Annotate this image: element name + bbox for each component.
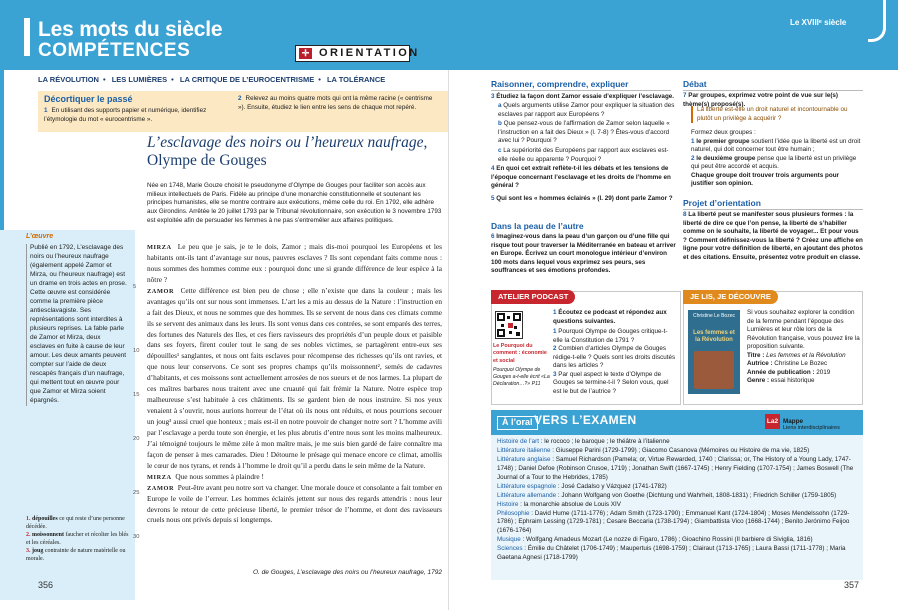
projet-heading: Projet d’orientation: [683, 198, 761, 208]
theme-list: LA RÉVOLUTION • LES LUMIÈRES • LA CRITIQUE DE L’EUROCENTRISME • LA TOLÉRANCE: [38, 75, 386, 84]
qr-code-icon[interactable]: [495, 311, 523, 339]
page-number-right: 357: [844, 580, 860, 590]
orientation-label: ORIENTATION: [319, 47, 420, 59]
question-3a: a Quels arguments utilise Zamor pour expliquer la situation des esclaves par rapport aux Européens ?: [498, 102, 675, 118]
question-5: 5 Qui sont les « hommes éclairés » (l. 29) dont parle Zamor ?: [491, 195, 673, 202]
play-line: MIRZA Que nous sommes à plaindre !: [147, 471, 264, 481]
question-7: 7 Par groupes, exprimez votre point de vue sur le(s) thème(s) proposé(s).: [683, 92, 839, 108]
theme-item: LA RÉVOLUTION: [38, 75, 99, 84]
question-3b: b Que pensez-vous de l’affirmation de Zamor selon laquelle « l’instruction en a fait des Dieux » (l. 7-8) ? Êtes-vous d’accord avec lui ? Pourquoi ?: [498, 120, 670, 144]
footnote: 3. joug contrainte de nature matérielle ou morale.: [26, 548, 126, 563]
oral-tag: À l’oral: [497, 416, 538, 430]
peau-heading: Dans la peau de l’autre: [491, 221, 584, 231]
podcast-caption-text: Pourquoi Olympe de Gouges a-t-elle écrit «La Déclaration…?» P11: [493, 367, 550, 388]
reading-tag: JE LIS, JE DÉCOUVRE: [683, 290, 778, 304]
oeuvre-tag: L’œuvre: [26, 233, 54, 240]
debat-groups: Formez deux groupes : 1 le premier groupe soutient l’idée que la liberté est un droit naturel, qui doit concerner tout être humain ; 2 le deuxième groupe pense que la liberté est un privilège qui peut être accordé et acquis. Chaque groupe doit trouver trois arguments pour justifier son opinion.: [691, 129, 861, 187]
page-gutter: [448, 70, 449, 610]
book-illustration: [694, 351, 734, 389]
footnote: 2. moissonnent faucher et récolter les blés et les céréales.: [26, 532, 129, 547]
page-number-left: 356: [38, 580, 54, 590]
list-item: Histoire de l’art : le rococo ; le baroque ; le théâtre à l’italienne: [497, 438, 670, 445]
oral-list: [497, 438, 859, 563]
source-citation: O. de Gouges, L’esclavage des noirs ou l’heureux naufrage, 1792: [253, 569, 442, 576]
reading-details: Si vous souhaitez explorer la condition de la femme pendant l’époque des Lumières et leur rôle lors de la Révolution française, vous pouvez lire la proposition suivante. Titre : Les femmes et la Révolution Autrice : Christine Le Bozec Année de publication : 2019 Genre : essai historique: [747, 309, 860, 384]
line-number: 15: [133, 392, 140, 398]
question-2: 2 Relevez au moins quatre mots qui ont la même racine (« centrisme »). Ensuite, étudiez le lien entre les sens de chaque mot repéré.: [238, 95, 433, 111]
decortiquer-box: [38, 91, 448, 132]
article-intro: Née en 1748, Marie Gouze choisit le pseudonyme d’Olympe de Gouges pour faciliter son accès aux milieux intellectuels de Paris. Fidèle au principe d’une monarchie constitutionnelle et soutenant les principes humanistes, elle se montre contraire aux exécutions, même celle du roi. En 1792, elle adhère aux Girondins. Arrêtée le 20 juillet 1793 par le Tribunal révolutionnaire, son exécution le 3 novembre 1793 est exploitée afin de persuader les femmes à ne pas s’entremêler aux affaires politiques.: [147, 182, 442, 224]
header-curl-decoration: [868, 0, 886, 42]
page-title: Les mots du siècle: [38, 18, 223, 41]
mappe-icon: La2: [765, 414, 780, 429]
question-6: 6 Imaginez-vous dans la peau d’un garçon ou d’une fille qui risque tout pour traverser la Méditerranée en bateau et arriver en Europe. Écrivez un court monologue intérieur d’environ 100 mots dans lequel vous exprimez ses peurs, ses souffrances et ses émotions profondes.: [491, 233, 676, 274]
line-number: 25: [133, 490, 140, 496]
list-item: Littérature allemande : Johann Wolfgang von Goethe (Dichtung und Wahrheit, 1808-1831) ; Friedrich Schiller (1759-1805): [497, 491, 837, 499]
list-item: Philosophie : David Hume (1711-1776) ; Adam Smith (1723-1790) ; Emmanuel Kant (1724-1804) ; Moses Mendelssohn (1729-1786) ; Ephraim Lessing (1729-1781) ; Cesare Beccaria (1738-1794) ; Giambattista Vico (1668-1744) ; Benito Jerónimo Feijoo (1676-1764): [497, 509, 850, 535]
podcast-questions: 1 Écoutez ce podcast et répondez aux questions suivantes. 1 Pourquoi Olympe de Gouges critique-t-elle la Constitution de 1791 ? 2 Combien d’articles Olympe de Gouges rédige-t-elle ? Quels sont les droits discutés dans les articles ? 3 Par quel aspect le texte d’Olympe de Gouges se termine-t-il ? Selon vous, quel est le but de l’autrice ?: [553, 309, 676, 395]
question-4: 4 En quoi cet extrait reflète-t-il les débats et les tensions de l’époque concernant l’esclavage et les droits de l’homme en général ?: [491, 165, 671, 189]
header-accent-bar: [24, 18, 30, 56]
theme-item: LA TOLÉRANCE: [326, 75, 386, 84]
book-cover: [688, 310, 740, 394]
play-line: MIRZA Le peu que je sais, je te le dois, Zamor ; mais dis-moi pourquoi les Européens et les habitants ont-ils tant d’avantage sur nous, pauvres esclaves ? Ils sont cependant faits comme nous : nous sommes des hommes comme eux : pourquoi donc une si grande différence de leur espèce à la nôtre ?: [147, 242, 442, 284]
raisonner-heading: Raisonner, comprendre, expliquer: [491, 79, 629, 89]
line-number: 5: [133, 284, 137, 290]
debat-quote: La liberté est-elle un droit naturel et incontournable ou plutôt un privilège à acquérir ?: [691, 106, 861, 123]
divider: [683, 90, 863, 91]
list-item: Littérature italienne : Giuseppe Parini (1729-1799) ; Giacomo Casanova (Mémoires ou Histoire de ma vie, 1825): [497, 446, 810, 454]
book-title: Les femmes et la Révolution: [693, 329, 735, 344]
footnote: 1. dépouilles ce qui reste d’une personne décédée.: [26, 516, 125, 531]
compass-icon: ✛: [299, 48, 312, 59]
question-3: 3 Étudiez la façon dont Zamor essaie d’expliquer l’esclavage.: [491, 93, 675, 100]
book-author: Christine Le Bozec: [693, 313, 735, 319]
divider: [683, 209, 863, 210]
theme-item: LES LUMIÈRES: [111, 75, 168, 84]
list-item: Sciences : Émilie du Châtelet (1706-1749) ; Maupertuis (1698-1759) ; Clairaut (1713-1765) ; Laura Bassi (1711-1778) ; Maria Gaetana Agnesi (1718-1799): [497, 545, 846, 562]
divider: [491, 90, 671, 91]
oeuvre-text: Publié en 1792, L’esclavage des noirs ou l’heureux naufrage (également appelé Zamor et Mirza, ou l’heureux naufrage) est un drame en trois actes en prose. Cette œuvre est considérée comme la première pièce antiesclavagiste. Ses représentations sont interdites à plusieurs reprises. La fable parle de Zamor et Mirza, deux esclaves en fuite à cause de leur amour. Les deux amants peuvent compter sur l’aide de deux rescapés français d’un naufrage, qui mettent tout en œuvre pour que Zamor et Mirza soient épargnés.: [26, 244, 127, 405]
article-title: L’esclavage des noirs ou l’heureux naufrage, Olympe de Gouges: [147, 134, 428, 169]
decortiquer-heading: Décortiquer le passé: [44, 94, 133, 104]
oral-title: VERS L’EXAMEN: [534, 413, 637, 427]
podcast-caption-title: Le Pourquoi du comment : économie et social: [493, 343, 547, 364]
podcast-tag: ATELIER PODCAST: [491, 290, 575, 304]
play-line: ZAMOR Peut-être avant peu notre sort va changer. Une morale douce et consolante a fait tomber en Europe le voile de l’erreur. Les hommes éclairés jettent sur nous des regards attendris : nous leur devrons le retour de cette précieuse liberté, le premier trésor de l’homme, et dont des ravisseurs cruels nous ont privés depuis si longtemps.: [147, 482, 442, 525]
list-item: Littérature espagnole : José Cadalso y Vázquez (1741-1782): [497, 482, 667, 490]
mappe-link[interactable]: La2 Mappe Liens interdisciplinaires: [765, 414, 840, 432]
page-subtitle: COMPÉTENCES: [38, 40, 191, 61]
oeuvre-box: [26, 232, 127, 406]
century-label: Le XVIIIᵉ siècle: [790, 18, 847, 27]
list-item: Histoire : la monarchie absolue de Louis XIV: [497, 500, 621, 508]
question-8: 8 La liberté peut se manifester sous plusieurs formes : la liberté de dire ce que l’on pense, la liberté de s’habiller comme on le souhaite, la liberté de voyager... Et pour vous ? Comment définissez-vous la liberté ? Créez une affiche en ligne pour votre définition de liberté, en ajoutant des photos et des citations. Ensuite, présentez votre produit en classe.: [683, 211, 863, 261]
line-number: 20: [133, 436, 140, 442]
line-number: 30: [133, 534, 140, 540]
line-number: 10: [133, 348, 140, 354]
play-excerpt: [147, 242, 442, 526]
question-3c: c La supériorité des Européens par rapport aux esclaves est-elle réelle ou apparente ? Pourquoi ?: [498, 147, 669, 163]
question-1: 1 En utilisant des supports papier et numérique, identifiez l’étymologie du mot « eurocentrisme ».: [44, 107, 207, 123]
theme-item: LA CRITIQUE DE L’EUROCENTRISME: [179, 75, 315, 84]
footnotes: [26, 515, 134, 564]
list-item: Musique : Wolfgang Amadeus Mozart (Le nozze di Figaro, 1786) ; Gioachino Rossini (Il barbiere di Siviglia, 1816): [497, 536, 813, 544]
play-line: ZAMOR Cette différence est bien peu de chose ; elle n’existe que dans la couleur ; mais les avantages qu’ils ont sur nous sont immenses. L’art les a mis au dessus de la Nature : l’instruction en a fait des Dieux, et nous ne sommes que des hommes. Ils se servent de nous dans ces climats comme ils se servent des animaux dans les leurs. Ils sont venus dans ces contrées, se sont emparés des terres, des fortunes des Naturels des Iles, et ces fiers ravisseurs des propriétés d’un peuple doux et paisible dans ses foyers, firent couler tout le sang de ses nobles victimes, se partagèrent entre-eux ses dépouilles¹ sanglantes, et nous ont faits esclaves pour récompense des richesses qu’ils ont ravies, et que nous leur conservons. Ce sont ses propres champs qu’ils moissonnent², semés de cadavres d’habitants, et ces moissons sont actuellement arrosées de nos sueurs et de nos larmes. La plupart de ces maîtres barbares nous traitent avec une cruauté qui fait frémir la Nature. Notre espèce trop malheureuse s’est habituée à ces châtiments. Ils se gardent bien de nous instruire. Si nos yeux venaient à s’ouvrir, nous aurions horreur de l’état où ils nous ont réduits, et nous pourrions secouer un joug³ aussi cruel que honteux ; mais est-il en notre pouvoir de changer notre sort ? L’homme avili par l’esclavage a perdu toute son énergie, et les plus abrutis d’entre nous sont les moins malheureux. J’ai témoigné toujours le même zèle à mon maître mais, je me suis bien gardé de faire connaître ma façon de penser à mes camarades. Dieu ! Détourne le présage qui menace encore ce climat, amollis le cœur de nos tyrans, et rends à l’homme le droit qu’il a perdu dans le sein même de la Nature.: [147, 285, 443, 470]
list-item: Littérature anglaise : Samuel Richardson (Pamela; or, Virtue Rewarded, 1740 ; Clarissa; or, The History of a Young Lady, 1747-1748) ; Daniel Defoe (Robinson Crusoe, 1719) ; Jonathan Swift (1667-1745) ; Henry Fielding (1707-1754) ; James Boswell (The Journal of a Tour to the Hebrides, 1785): [497, 455, 854, 481]
orientation-badge: [295, 45, 420, 62]
debat-heading: Débat: [683, 79, 707, 89]
